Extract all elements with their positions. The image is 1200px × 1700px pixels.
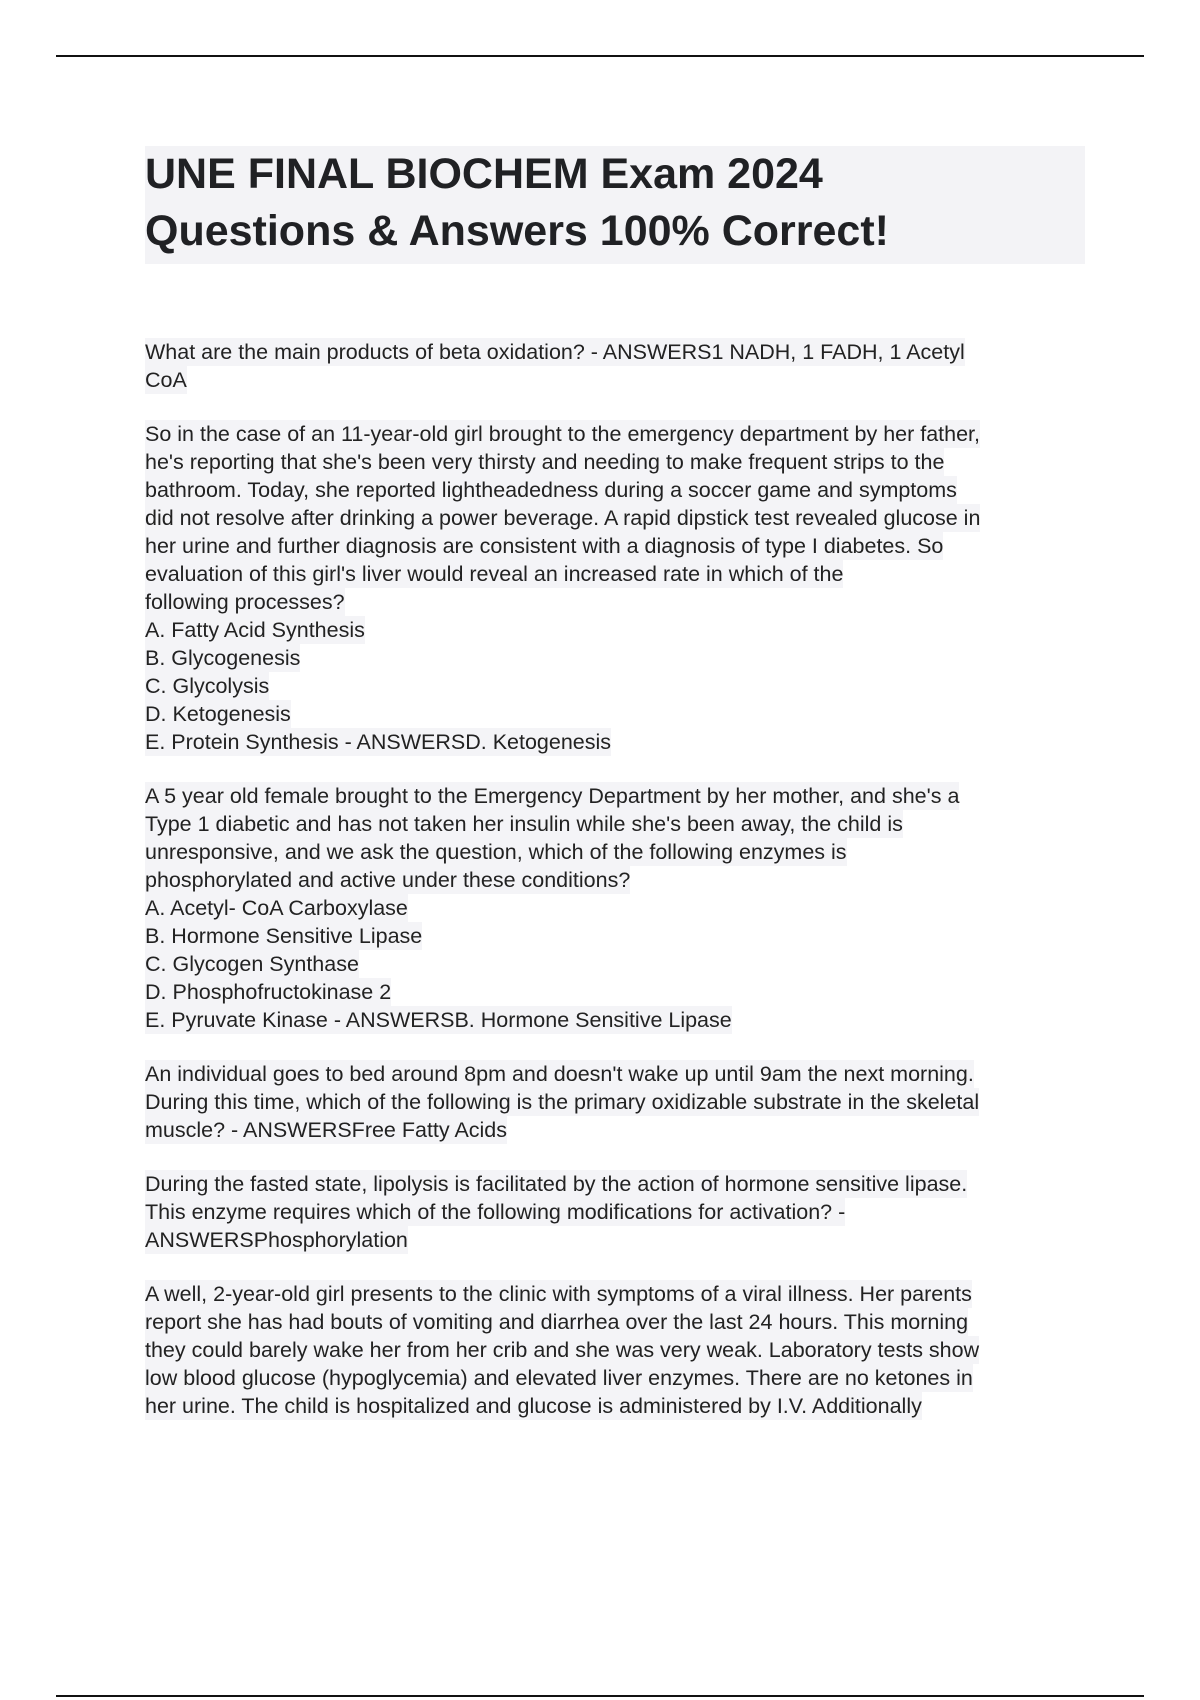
qa-line: he's reporting that she's been very thirsty and needing to make frequent strips to the [145, 450, 945, 474]
qa-line: During this time, which of the following is the primary oxidizable substrate in the skeletal [145, 1090, 980, 1114]
qa-line: D. Phosphofructokinase 2 [145, 980, 392, 1004]
qa-block [145, 420, 1095, 756]
qa-line: did not resolve after drinking a power beverage. A rapid dipstick test revealed glucose in [145, 506, 981, 530]
qa-line: E. Pyruvate Kinase - ANSWERSB. Hormone Sensitive Lipase [145, 1008, 732, 1032]
qa-line: CoA [145, 368, 187, 392]
bottom-rule [56, 1695, 1144, 1697]
qa-line: unresponsive, and we ask the question, which of the following enzymes is [145, 840, 847, 864]
qa-line: During the fasted state, lipolysis is facilitated by the action of hormone sensitive lipase. [145, 1172, 968, 1196]
qa-line: B. Hormone Sensitive Lipase [145, 924, 423, 948]
qa-line: E. Protein Synthesis - ANSWERSD. Ketogenesis [145, 730, 612, 754]
qa-line: bathroom. Today, she reported lightheadedness during a soccer game and symptoms [145, 478, 957, 502]
qa-line: A. Acetyl- CoA Carboxylase [145, 896, 408, 920]
qa-block [145, 1060, 1095, 1144]
qa-line: report she has had bouts of vomiting and diarrhea over the last 24 hours. This morning [145, 1310, 969, 1334]
qa-line: Type 1 diabetic and has not taken her insulin while she's been away, the child is [145, 812, 903, 836]
title-line-2: Questions & Answers 100% Correct! [145, 207, 889, 255]
qa-line: A. Fatty Acid Synthesis [145, 618, 365, 642]
qa-block [145, 1170, 1095, 1254]
qa-line: her urine. The child is hospitalized and glucose is administered by I.V. Additionally [145, 1394, 922, 1418]
qa-block [145, 782, 1095, 1034]
qa-line: What are the main products of beta oxidation? - ANSWERS1 NADH, 1 FADH, 1 Acetyl [145, 340, 965, 364]
qa-line: C. Glycogen Synthase [145, 952, 359, 976]
qa-line: ANSWERSPhosphorylation [145, 1228, 408, 1252]
qa-line: C. Glycolysis [145, 674, 270, 698]
qa-line: phosphorylated and active under these conditions? [145, 868, 631, 892]
qa-line: B. Glycogenesis [145, 646, 301, 670]
qa-line: So in the case of an 11-year-old girl brought to the emergency department by her father, [145, 422, 981, 446]
title-line-1: UNE FINAL BIOCHEM Exam 2024 [145, 150, 823, 198]
document-title [145, 146, 1085, 264]
qa-line: muscle? - ANSWERSFree Fatty Acids [145, 1118, 508, 1142]
qa-line: they could barely wake her from her crib and she was very weak. Laboratory tests show [145, 1338, 980, 1362]
qa-line: This enzyme requires which of the following modifications for activation? - [145, 1200, 846, 1224]
top-rule [56, 55, 1144, 57]
qa-block [145, 1280, 1095, 1420]
qa-line: following processes? [145, 590, 345, 614]
qa-line: A 5 year old female brought to the Emergency Department by her mother, and she's a [145, 784, 960, 808]
qa-line: low blood glucose (hypoglycemia) and elevated liver enzymes. There are no ketones in [145, 1366, 973, 1390]
qa-line: An individual goes to bed around 8pm and doesn't wake up until 9am the next morning. [145, 1062, 974, 1086]
qa-block [145, 338, 1095, 394]
qa-line: her urine and further diagnosis are consistent with a diagnosis of type I diabetes. So [145, 534, 944, 558]
qa-content [145, 338, 1095, 1446]
qa-line: A well, 2-year-old girl presents to the clinic with symptoms of a viral illness. Her parents [145, 1282, 972, 1306]
qa-line: evaluation of this girl's liver would reveal an increased rate in which of the [145, 562, 844, 586]
qa-line: D. Ketogenesis [145, 702, 291, 726]
